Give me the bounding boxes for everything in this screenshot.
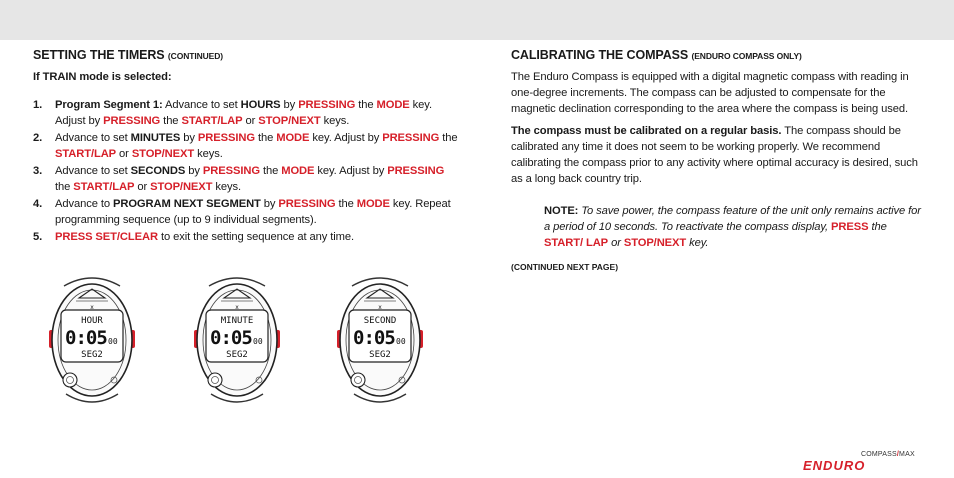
text-run: the	[259, 165, 282, 177]
enduro-compass-max-logo	[803, 451, 923, 473]
key-highlight: PRESS	[831, 221, 869, 233]
watch-illustration	[187, 272, 287, 408]
text-run: Advance to set	[162, 99, 241, 111]
watch-illustration	[330, 272, 430, 408]
text-run: keys.	[212, 181, 242, 193]
text-run: the	[439, 132, 458, 144]
step-number: 3.	[33, 165, 43, 177]
bold-term: SECONDS	[130, 165, 186, 177]
product-tag: COMPASS/MAX	[861, 451, 915, 458]
step-number: 2.	[33, 132, 43, 144]
bold-term: PROGRAM NEXT SEGMENT	[112, 198, 261, 210]
key-highlight: MODE	[276, 132, 310, 144]
text-run: keys.	[320, 115, 350, 127]
watch-subseconds: 00	[253, 337, 263, 346]
text-run: To save power, the compass feature of the unit only remains active for a period of 10 seconds. To reactivate the compass display,	[544, 205, 921, 233]
key-highlight: START/LAP	[181, 115, 243, 127]
text-run: or	[242, 115, 259, 127]
steps-list	[33, 97, 458, 245]
left-column	[33, 47, 458, 246]
text-run: key. Adjust by	[314, 165, 388, 177]
svg-text:x: x	[235, 304, 239, 311]
key-highlight: PRESSING	[387, 165, 445, 177]
text-run: to exit the setting sequence at any time.	[157, 231, 354, 243]
text-run: or	[134, 181, 151, 193]
compass-intro-paragraph: The Enduro Compass is equipped with a digital magnetic compass with reading in one-degree increments. The compass can be adjusted to compensate for the magnetic declination corresponding to the area where the compass is being used.	[511, 71, 909, 115]
watch-time-display: 0:05	[353, 327, 395, 349]
train-mode-subheading: If TRAIN mode is selected:	[33, 71, 172, 83]
text-run: the	[254, 132, 277, 144]
text-run: key. Adjust by	[55, 99, 432, 127]
key-highlight: STOP/NEXT	[258, 115, 321, 127]
text-run: by	[280, 99, 299, 111]
text-run: the	[55, 181, 74, 193]
step-number: 1.	[33, 99, 43, 111]
key-highlight: STOP/NEXT	[623, 237, 687, 249]
key-highlight: PRESS SET/CLEAR	[55, 231, 158, 243]
text-run: or	[608, 237, 624, 249]
note-label: NOTE:	[544, 205, 579, 217]
watch-mode-label: HOUR	[81, 316, 103, 326]
key-highlight: PRESSING	[103, 115, 161, 127]
bottom-button-icon	[63, 373, 77, 387]
text-run: by	[185, 165, 203, 177]
right-column	[511, 47, 923, 251]
step-item	[33, 196, 458, 228]
text-run: Advance to set	[55, 165, 131, 177]
key-highlight: MODE	[356, 198, 390, 210]
step-item	[33, 229, 458, 245]
bold-term: HOURS	[240, 99, 281, 111]
key-highlight: START/LAP	[55, 148, 117, 160]
watch-illustration	[42, 272, 142, 408]
key-highlight: PRESSING	[202, 165, 260, 177]
step-number: 4.	[33, 198, 43, 210]
text-run: by	[260, 198, 279, 210]
text-run: or	[116, 148, 132, 160]
key-highlight: PRESSING	[298, 99, 356, 111]
key-highlight: PRESSING	[197, 132, 255, 144]
step-item	[33, 130, 458, 162]
step-item	[33, 163, 458, 195]
watch-time-display: 0:05	[210, 327, 252, 349]
key-highlight: PRESSING	[382, 132, 440, 144]
text-run: the	[160, 115, 182, 127]
bold-term: Program Segment 1:	[55, 99, 163, 111]
step-item	[33, 97, 458, 129]
watch-subseconds: 00	[396, 337, 406, 346]
watch-time-display: 0:05	[65, 327, 107, 349]
power-note	[544, 203, 923, 251]
watch-subseconds: 00	[108, 337, 118, 346]
heading-note: (CONTINUED)	[167, 51, 224, 61]
bottom-button-icon	[208, 373, 222, 387]
key-highlight: MODE	[376, 99, 410, 111]
continued-next-page: (CONTINUED NEXT PAGE)	[511, 262, 619, 272]
text-run: keys.	[194, 148, 223, 160]
svg-text:x: x	[378, 304, 382, 311]
top-gray-bar	[0, 0, 954, 40]
text-run: Advance to	[55, 198, 113, 210]
calibration-bold-text: The compass must be calibrated on a regular basis.	[511, 125, 782, 137]
key-highlight: STOP/NEXT	[150, 181, 213, 193]
heading-note: (ENDURO COMPASS ONLY)	[691, 51, 802, 61]
key-highlight: PRESSING	[278, 198, 336, 210]
watch-segment-label: SEG2	[369, 350, 391, 360]
text-run: the	[868, 221, 887, 233]
brand-name: ENDURO	[803, 458, 866, 473]
text-run: key. Adjust by	[309, 132, 383, 144]
key-highlight: START/ LAP	[544, 237, 609, 249]
bottom-button-icon	[351, 373, 365, 387]
key-highlight: MODE	[281, 165, 315, 177]
bold-term: MINUTES	[130, 132, 181, 144]
text-run: by	[180, 132, 198, 144]
text-run: key. Repeat programming sequence (up to 9 individual segments).	[55, 198, 451, 226]
compass-calibration-paragraph	[511, 123, 923, 187]
step-number: 5.	[33, 231, 43, 243]
key-highlight: STOP/NEXT	[131, 148, 195, 160]
watch-segment-label: SEG2	[226, 350, 248, 360]
watch-mode-label: SECOND	[363, 316, 397, 326]
watch-segment-label: SEG2	[81, 350, 103, 360]
text-run: the	[355, 99, 377, 111]
key-highlight: START/LAP	[73, 181, 135, 193]
calibration-rest-text: The compass should be calibrated any time it does not seem to be working properly. We recommend calibrating the compass prior to any activity where optimal accuracy is desired, such as a long back country trip.	[511, 125, 918, 185]
svg-text:x: x	[90, 304, 94, 311]
section-heading-compass: CALIBRATING THE COMPASS (ENDURO COMPASS ONLY)	[511, 48, 802, 62]
section-heading-timers: SETTING THE TIMERS (CONTINUED)	[33, 48, 224, 62]
watch-mode-label: MINUTE	[220, 316, 254, 326]
text-run: Advance to set	[55, 132, 131, 144]
text-run: the	[335, 198, 357, 210]
text-run: key.	[686, 237, 709, 249]
